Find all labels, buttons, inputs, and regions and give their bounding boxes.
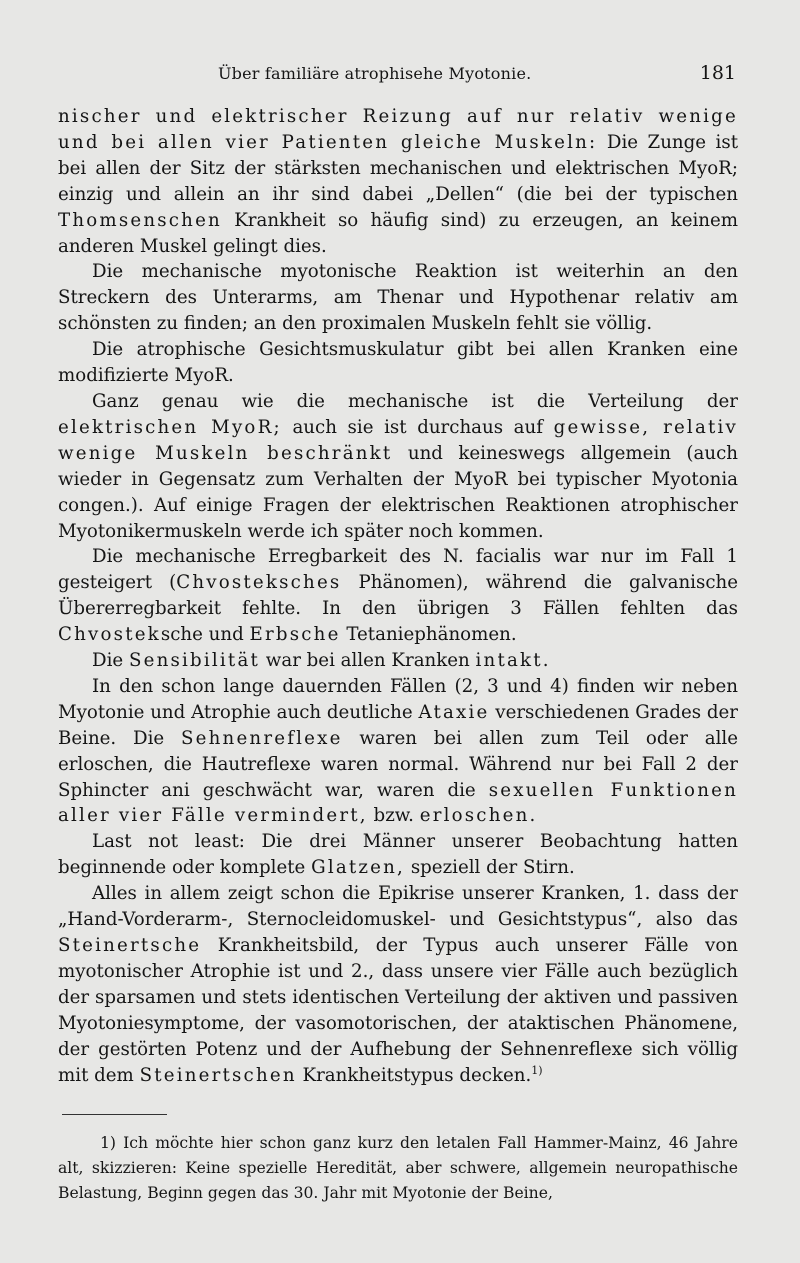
text-run: Die [92, 650, 129, 672]
text-run: Die Zunge ist bei allen der Sitz der stärksten mechanischen und elektrischen MyoR; einzig und allein an ihr sind dabei „Dellen“ (die bei der typischen [58, 131, 738, 205]
footnote-marker: 1) [531, 1063, 543, 1077]
spaced-text: sexuellen Funktionen aller vier Fälle vermindert, [58, 779, 738, 827]
text-run: Last not least: Die drei Männer unserer Beobachtung hatten beginnende oder komplete [58, 831, 738, 879]
spaced-text: intakt. [475, 650, 551, 672]
text-run: Alles in allem zeigt schon die Epikrise unserer Kranken, 1. dass der „Hand-Vorderarm-, Sternocleidomuskel- und Gesichtstypus“, also das [58, 883, 738, 931]
text-run: Krankheitstypus decken. [296, 1064, 532, 1086]
spaced-text: erloschen. [419, 805, 538, 827]
spaced-text: Chvosteksches [176, 572, 342, 594]
spaced-text: Erbsche [249, 624, 341, 646]
running-title: Über familiäre atrophisehe Myotonie. [218, 64, 532, 83]
spaced-text: Sehnenreflexe [181, 727, 343, 749]
text-run: sche und [160, 624, 250, 646]
paragraph [58, 648, 738, 674]
text-run: Krankheitsbild, der Typus auch unserer Fälle von myotonischer Atrophie ist und 2., dass unsere vier Fälle auch bezüglich der sparsamen und stets identischen Verteilung der aktiven und passiven Myotoniesymptome, der vasomotorischen, der ataktischen Phänomene, der gestörten Potenz und der Aufhebung der Sehnenreflexe sich völlig mit dem [58, 935, 738, 1086]
paragraph [58, 829, 738, 881]
spaced-text: Thomsenschen [58, 209, 222, 231]
text-run: war bei allen Kranken [260, 650, 476, 672]
paragraph [58, 544, 738, 648]
spaced-text: Steinertsche [58, 935, 202, 956]
paragraph [58, 881, 738, 1088]
footnote: 1) Ich möchte hier schon ganz kurz den letalen Fall Hammer-Mainz, 46 Jahre alt, skizzieren: Keine spezielle Heredität, aber schwere, allgemein neuropathische Belastung, Beginn gegen das 30. Jahr mit Myotonie der Beine, [58, 1134, 738, 1203]
paragraph [58, 674, 738, 829]
text-run: speziell der Stirn. [405, 857, 575, 879]
text-run: Die mechanische Erregbarkeit des N. facialis war nur im Fall 1 gesteigert ( [58, 546, 738, 594]
text-run: Die atrophische Gesichtsmuskulatur gibt bei allen Kranken eine modifizierte MyoR. [58, 339, 738, 387]
footnote-divider [62, 1114, 167, 1115]
body-text [58, 104, 738, 1088]
text-run: verschiedenen Grades der Beine. Die [58, 701, 738, 749]
spaced-text: Sensibilität [128, 650, 260, 672]
text-run: auch sie ist durchaus auf [281, 416, 554, 438]
text-run: Tetaniephänomen. [340, 624, 517, 646]
spaced-text: nischer und elektrischer Reizung auf nur relativ wenige und bei allen vier Patienten gleiche Muskeln: [58, 106, 738, 153]
spaced-text: elektrischen MyoR; [58, 416, 282, 438]
running-header [58, 58, 738, 92]
text-run: Die mechanische myotonische Reaktion ist weiterhin an den Streckern des Unterarms, am Thenar und Hypothenar relativ am schönsten zu finden; an den proximalen Muskeln fehlt sie völlig. [58, 261, 738, 335]
text-run: bzw. [367, 805, 420, 827]
spaced-text: Chvostek [58, 624, 161, 646]
spaced-text: gewisse, relativ wenige Muskeln beschränkt [58, 416, 738, 464]
paragraph [58, 259, 738, 337]
paragraph [58, 337, 738, 389]
text-run: Phänomen), während die galvanische Übererregbarkeit fehlte. In den übrigen 3 Fällen fehlten das [58, 572, 738, 620]
paragraph [58, 389, 738, 544]
spaced-text: Ataxie [418, 701, 490, 723]
spaced-text: Steinertschen [139, 1064, 297, 1086]
spaced-text: Glatzen, [311, 857, 406, 879]
text-run: waren bei allen zum Teil oder alle erloschen, die Hautreflexe waren normal. Während nur bei Fall 2 der Sphincter ani geschwächt war, waren die [58, 727, 738, 801]
page-number: 181 [699, 62, 736, 84]
text-run: Krankheit so häufig sind) zu erzeugen, an keinem anderen Muskel gelingt dies. [58, 209, 738, 257]
paragraph [58, 104, 738, 259]
text-run: und keineswegs allgemein (auch wieder in Gegensatz zum Verhalten der MyoR bei typischer Myotonia congen.). Auf einige Fragen der elektrischen Reaktionen atrophischer Myotonikermuskeln werde ich später noch kommen. [58, 442, 738, 542]
text-run: Ganz genau wie die mechanische ist die Verteilung der [92, 390, 738, 412]
text-run: In den schon lange dauernden Fällen (2, 3 und 4) finden wir neben Myotonie und Atrophie auch deutliche [58, 675, 738, 723]
